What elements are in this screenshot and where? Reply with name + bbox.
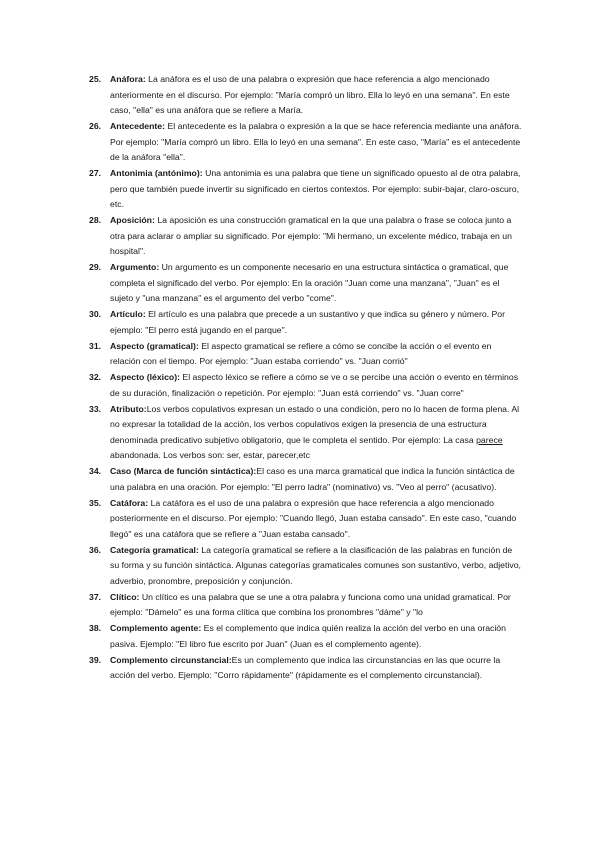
item-term: Caso (Marca de función sintáctica): [110, 466, 254, 476]
list-item: [0, 653, 600, 684]
item-separator: :: [136, 591, 142, 602]
item-definition: Un clítico es una palabra que se une a otra palabra y funciona como una unidad gramatical. Por ejemplo: "Dámelo" es una forma clítica que combina los pronombres "dáme" y "lo: [110, 591, 511, 617]
list-item: [0, 402, 600, 464]
list-item: [0, 260, 600, 307]
document-page: [0, 72, 600, 684]
item-separator: :: [198, 623, 204, 633]
item-definition: El caso es una marca gramatical que indica la función sintáctica de una palabra en una oración. Por ejemplo: "El perro ladra" (nominativo) vs. "Veo al perro" (acusativo).: [110, 466, 515, 492]
item-number: 29.: [89, 262, 102, 272]
list-item: [0, 590, 600, 621]
item-number: 34.: [89, 466, 102, 476]
item-number: 25.: [89, 74, 102, 84]
list-item: [0, 339, 600, 370]
item-definition: El aspecto gramatical se refiere a cómo se concibe la acción o el evento en relación con el tiempo. Por ejemplo: "Juan estaba corriendo" vs. "Juan corrió": [110, 340, 492, 366]
item-number: 35.: [89, 497, 102, 508]
list-item: [0, 307, 600, 338]
item-separator: :: [253, 466, 257, 476]
item-definition: Es el complemento que indica quién realiza la acción del verbo en una oración pasiva. Ejemplo: "El libro fue escrito por Juan" (Juan es el complemento agente).: [110, 623, 506, 649]
item-number: 39.: [89, 654, 102, 665]
list-item: [0, 72, 600, 119]
item-number: 28.: [89, 215, 102, 225]
item-term: Aposición: [110, 215, 152, 225]
item-separator: :: [156, 262, 162, 272]
item-separator: :: [162, 121, 168, 131]
item-separator: :: [143, 403, 147, 414]
item-definition: Los verbos copulativos expresan un estado o una condición, pero no lo hacen de forma plena. Al no expresar la totalidad de la acción, los verbos copulativos exigen la presencia de una estructura denominada predicativo subjetivo obligatorio, que le completa el sentido. Por ejemplo: La casa: [110, 403, 520, 445]
underlined-word: parece: [476, 434, 503, 445]
item-term: Artículo: [110, 309, 143, 319]
item-term: Aspecto (gramatical): [110, 340, 196, 351]
item-separator: :: [145, 497, 151, 508]
item-definition: Una antonimia es una palabra que tiene un significado opuesto al de otra palabra, pero que también puede invertir su significado en ciertos contextos. Por ejemplo: subir-bajar, claro-oscuro, etc.: [110, 168, 521, 209]
list-item: [0, 119, 600, 166]
item-term: Complemento circunstancial: [110, 654, 229, 665]
item-separator: :: [199, 168, 206, 178]
list-item: [0, 464, 600, 495]
item-separator: :: [195, 544, 202, 555]
item-number: 31.: [89, 340, 102, 351]
item-separator: :: [142, 309, 149, 319]
item-term: Argumento: [110, 262, 157, 272]
list-item: [0, 543, 600, 590]
list-item: [0, 166, 600, 213]
item-definition: La catáfora es el uso de una palabra o expresión que hace referencia a algo mencionado posteriormente en el discurso. Por ejemplo: "Cuando llegó, Juan estaba cansado". En este caso, "cuando llegó" es una catáfora que se refiere a "Juan estaba cansado".: [110, 497, 517, 539]
item-number: 27.: [89, 168, 102, 178]
item-definition-continued: abandonada. Los verbos son: ser, estar, parecer,etc: [110, 450, 310, 460]
item-number: 26.: [89, 121, 102, 131]
list-item: [0, 213, 600, 260]
item-definition: La categoría gramatical se refiere a la clasificación de las palabras en función de su forma y su función sintáctica. Algunas categorías gramaticales comunes son sustantivo, verbo, adjetivo, adverbio, pronombre, preposición y conjunción.: [110, 544, 521, 586]
item-number: 33.: [89, 403, 102, 414]
item-number: 30.: [89, 309, 102, 319]
item-number: 38.: [89, 623, 102, 633]
item-definition: La anáfora es el uso de una palabra o expresión que hace referencia a algo mencionado anteriormente en el discurso. Por ejemplo: "María compró un libro. Ella lo leyó en una semana". En este caso, "ella" es una anáfora que se refiere a María.: [110, 74, 510, 115]
item-term: Atributo: [110, 403, 144, 414]
item-number: 36.: [89, 544, 102, 555]
item-term: Aspecto (léxico): [110, 372, 178, 382]
item-term: Clítico: [110, 591, 137, 602]
item-definition: Es un complemento que indica las circunstancias en las que ocurre la acción del verbo. Ejemplo: "Corro rápidamente" (rápidamente es el complemento circunstancial).: [110, 654, 501, 680]
item-term: Catáfora: [110, 497, 146, 508]
list-item: [0, 621, 600, 652]
item-separator: :: [142, 74, 149, 84]
item-definition: La aposición es una construcción gramatical en la que una palabra o frase se coloca junto a otra para aclarar o ampliar su significado. Por ejemplo: "Mi hermano, un excelente médico, trabaja en un hospital".: [110, 215, 512, 256]
item-term: Antonimia (antónimo): [110, 168, 200, 178]
item-number: 37.: [89, 591, 102, 602]
item-definition: Un argumento es un componente necesario en una estructura sintáctica o gramatical, que completa el significado del verbo. Por ejemplo: En la oración "Juan come una manzana", "Juan" es el sujeto y "una manzana" es el argumento del verbo "come".: [110, 262, 509, 303]
list-item: [0, 496, 600, 543]
item-term: Categoría gramatical: [110, 544, 196, 555]
item-term: Complemento agente: [110, 623, 199, 633]
item-separator: :: [228, 654, 232, 665]
item-separator: :: [195, 340, 202, 351]
item-separator: :: [177, 372, 183, 382]
item-number: 32.: [89, 372, 102, 382]
item-term: Antecedente: [110, 121, 163, 131]
item-term: Anáfora: [110, 74, 143, 84]
item-definition: El aspecto léxico se refiere a cómo se ve o se percibe una acción o evento en términos de su duración, finalización o repetición. Por ejemplo: "Juan está corriendo" vs. "Juan corre": [110, 372, 519, 398]
list-item: [0, 370, 600, 401]
item-definition: El antecedente es la palabra o expresión a la que se hace referencia mediante una anáfora. Por ejemplo: "María compró un libro. Ella lo leyó en una semana". En este caso, "María" es el antecedente de la anáfora "ella".: [110, 121, 522, 162]
item-definition: El artículo es una palabra que precede a un sustantivo y que indica su género y número. Por ejemplo: "El perro está jugando en el parque".: [110, 309, 506, 335]
item-separator: :: [152, 215, 158, 225]
